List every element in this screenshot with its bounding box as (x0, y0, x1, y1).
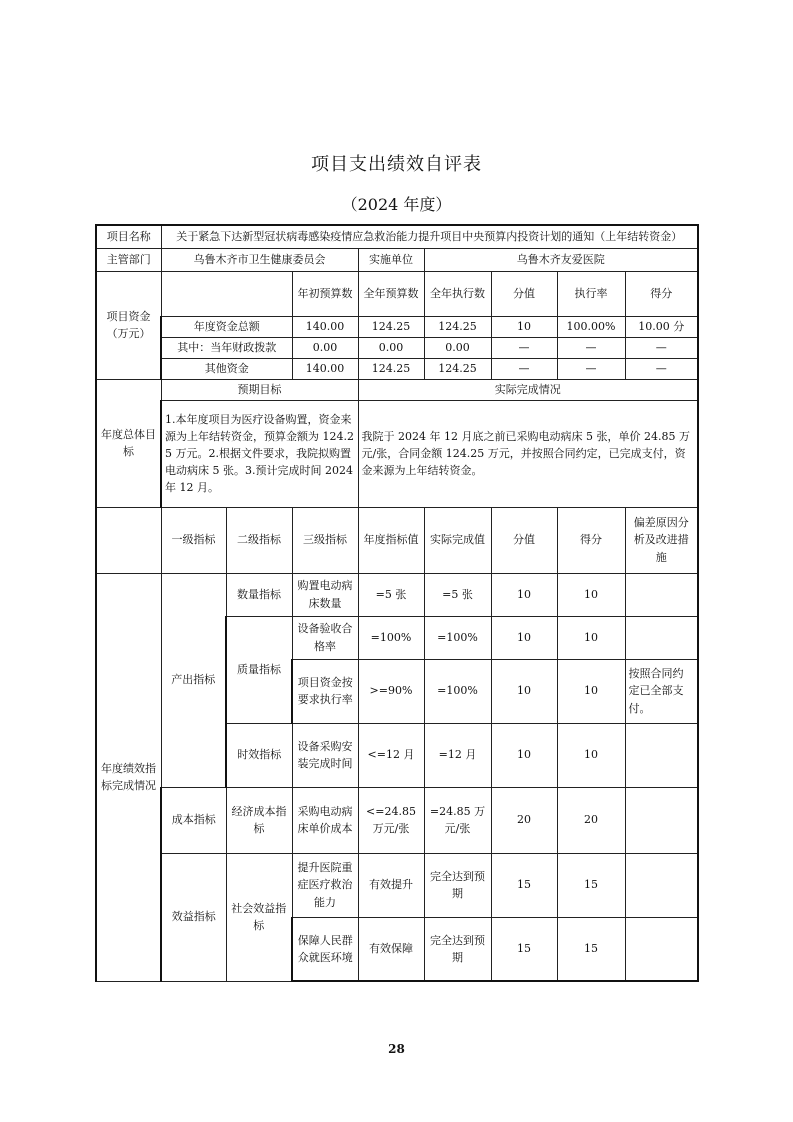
target-value: =5 张 (358, 573, 424, 616)
dept-label: 主管部门 (96, 248, 161, 271)
score-value: 20 (491, 787, 557, 853)
actual-value: =100% (424, 616, 491, 659)
l3-indicator: 保障人民群众就医环境 (292, 917, 358, 981)
goal-label: 年度总体目标 (96, 379, 161, 507)
got-value: 10 (557, 573, 625, 616)
got-value: 10 (557, 616, 625, 659)
funds-row-name: 年度资金总额 (161, 316, 292, 337)
l2-indicator: 经济成本指标 (226, 787, 292, 853)
got-value: 10 (557, 723, 625, 787)
deviation-note: 按照合同约定已全部支付。 (625, 659, 698, 723)
funds-cell: 124.25 (358, 316, 424, 337)
score-value: 15 (491, 917, 557, 981)
l2-indicator: 数量指标 (226, 573, 292, 616)
l2-indicator: 社会效益指标 (226, 853, 292, 981)
funds-header-blank (161, 271, 292, 316)
document-title: 项目支出绩效自评表 (311, 154, 482, 175)
funds-cell: 124.25 (424, 316, 491, 337)
perf-header: 分值 (491, 507, 557, 573)
actual-value: =100% (424, 659, 491, 723)
l3-indicator: 设备采购安装完成时间 (292, 723, 358, 787)
funds-cell: 124.25 (358, 358, 424, 379)
deviation-note (625, 723, 698, 787)
actual-value: =24.85 万元/张 (424, 787, 491, 853)
perf-header: 年度指标值 (358, 507, 424, 573)
score-value: 10 (491, 573, 557, 616)
perf-header: 得分 (557, 507, 625, 573)
funds-label: 项目资金（万元） (96, 271, 161, 379)
funds-cell: — (557, 337, 625, 358)
deviation-note (625, 787, 698, 853)
funds-header: 全年预算数 (358, 271, 424, 316)
actual-value: 完全达到预期 (424, 853, 491, 917)
l2-indicator: 质量指标 (226, 616, 292, 723)
funds-cell: 10 (491, 316, 557, 337)
actual-goal-header: 实际完成情况 (358, 379, 698, 400)
funds-cell: — (491, 358, 557, 379)
project-name-label: 项目名称 (96, 225, 161, 248)
perf-header-blank (96, 507, 161, 573)
funds-header: 分值 (491, 271, 557, 316)
expected-goal-header: 预期目标 (161, 379, 358, 400)
target-value: =100% (358, 616, 424, 659)
target-value: 有效提升 (358, 853, 424, 917)
score-value: 10 (491, 616, 557, 659)
document-year: （2024 年度） (341, 195, 452, 214)
funds-cell: — (625, 358, 698, 379)
l2-indicator: 时效指标 (226, 723, 292, 787)
score-value: 10 (491, 659, 557, 723)
perf-header: 偏差原因分析及改进措施 (625, 507, 698, 573)
actual-value: =5 张 (424, 573, 491, 616)
funds-cell: — (557, 358, 625, 379)
target-value: >=90% (358, 659, 424, 723)
target-value: <=24.85 万元/张 (358, 787, 424, 853)
funds-cell: 10.00 分 (625, 316, 698, 337)
funds-cell: 140.00 (292, 358, 358, 379)
got-value: 15 (557, 917, 625, 981)
perf-label: 年度绩效指标完成情况 (96, 573, 161, 981)
target-value: 有效保障 (358, 917, 424, 981)
actual-goal-text: 我院于 2024 年 12 月底之前已采购电动病床 5 张，单价 24.85 万元/张，合同金额 124.25 万元，并按照合同约定，已完成支付，资金来源为上年结转资金。 (358, 400, 698, 507)
funds-header: 得分 (625, 271, 698, 316)
l1-indicator: 产出指标 (161, 573, 226, 787)
deviation-note (625, 917, 698, 981)
l3-indicator: 采购电动病床单价成本 (292, 787, 358, 853)
funds-header: 执行率 (557, 271, 625, 316)
dept-value: 乌鲁木齐市卫生健康委员会 (161, 248, 358, 271)
target-value: <=12 月 (358, 723, 424, 787)
expected-goal-text: 1.本年度项目为医疗设备购置，资金来源为上年结转资金，预算金额为 124.25 万元。2.根据文件要求，我院拟购置电动病床 5 张。3.预计完成时间 2024 年 12 月。 (161, 400, 358, 507)
score-value: 15 (491, 853, 557, 917)
funds-cell: 124.25 (424, 358, 491, 379)
funds-header: 年初预算数 (292, 271, 358, 316)
l3-indicator: 设备验收合格率 (292, 616, 358, 659)
deviation-note (625, 853, 698, 917)
funds-cell: 100.00% (557, 316, 625, 337)
perf-header: 二级指标 (226, 507, 292, 573)
got-value: 15 (557, 853, 625, 917)
score-value: 10 (491, 723, 557, 787)
l1-indicator: 成本指标 (161, 787, 226, 853)
actual-value: =12 月 (424, 723, 491, 787)
impl-label: 实施单位 (358, 248, 424, 271)
l3-indicator: 项目资金按要求执行率 (292, 659, 358, 723)
funds-row-name: 其他资金 (161, 358, 292, 379)
funds-cell: 0.00 (292, 337, 358, 358)
perf-header: 三级指标 (292, 507, 358, 573)
funds-row-name: 其中：当年财政拨款 (161, 337, 292, 358)
deviation-note (625, 616, 698, 659)
funds-cell: — (491, 337, 557, 358)
page-number: 28 (388, 1042, 405, 1056)
actual-value: 完全达到预期 (424, 917, 491, 981)
funds-cell: 140.00 (292, 316, 358, 337)
funds-cell: 0.00 (424, 337, 491, 358)
perf-header: 一级指标 (161, 507, 226, 573)
self-evaluation-table (95, 224, 699, 982)
funds-cell: — (625, 337, 698, 358)
l3-indicator: 购置电动病床数量 (292, 573, 358, 616)
funds-header: 全年执行数 (424, 271, 491, 316)
impl-value: 乌鲁木齐友爱医院 (424, 248, 698, 271)
got-value: 20 (557, 787, 625, 853)
l3-indicator: 提升医院重症医疗救治能力 (292, 853, 358, 917)
deviation-note (625, 573, 698, 616)
perf-header: 实际完成值 (424, 507, 491, 573)
got-value: 10 (557, 659, 625, 723)
funds-cell: 0.00 (358, 337, 424, 358)
l1-indicator: 效益指标 (161, 853, 226, 981)
project-name-value: 关于紧急下达新型冠状病毒感染疫情应急救治能力提升项目中央预算内投资计划的通知（上年结转资金） (161, 225, 698, 248)
